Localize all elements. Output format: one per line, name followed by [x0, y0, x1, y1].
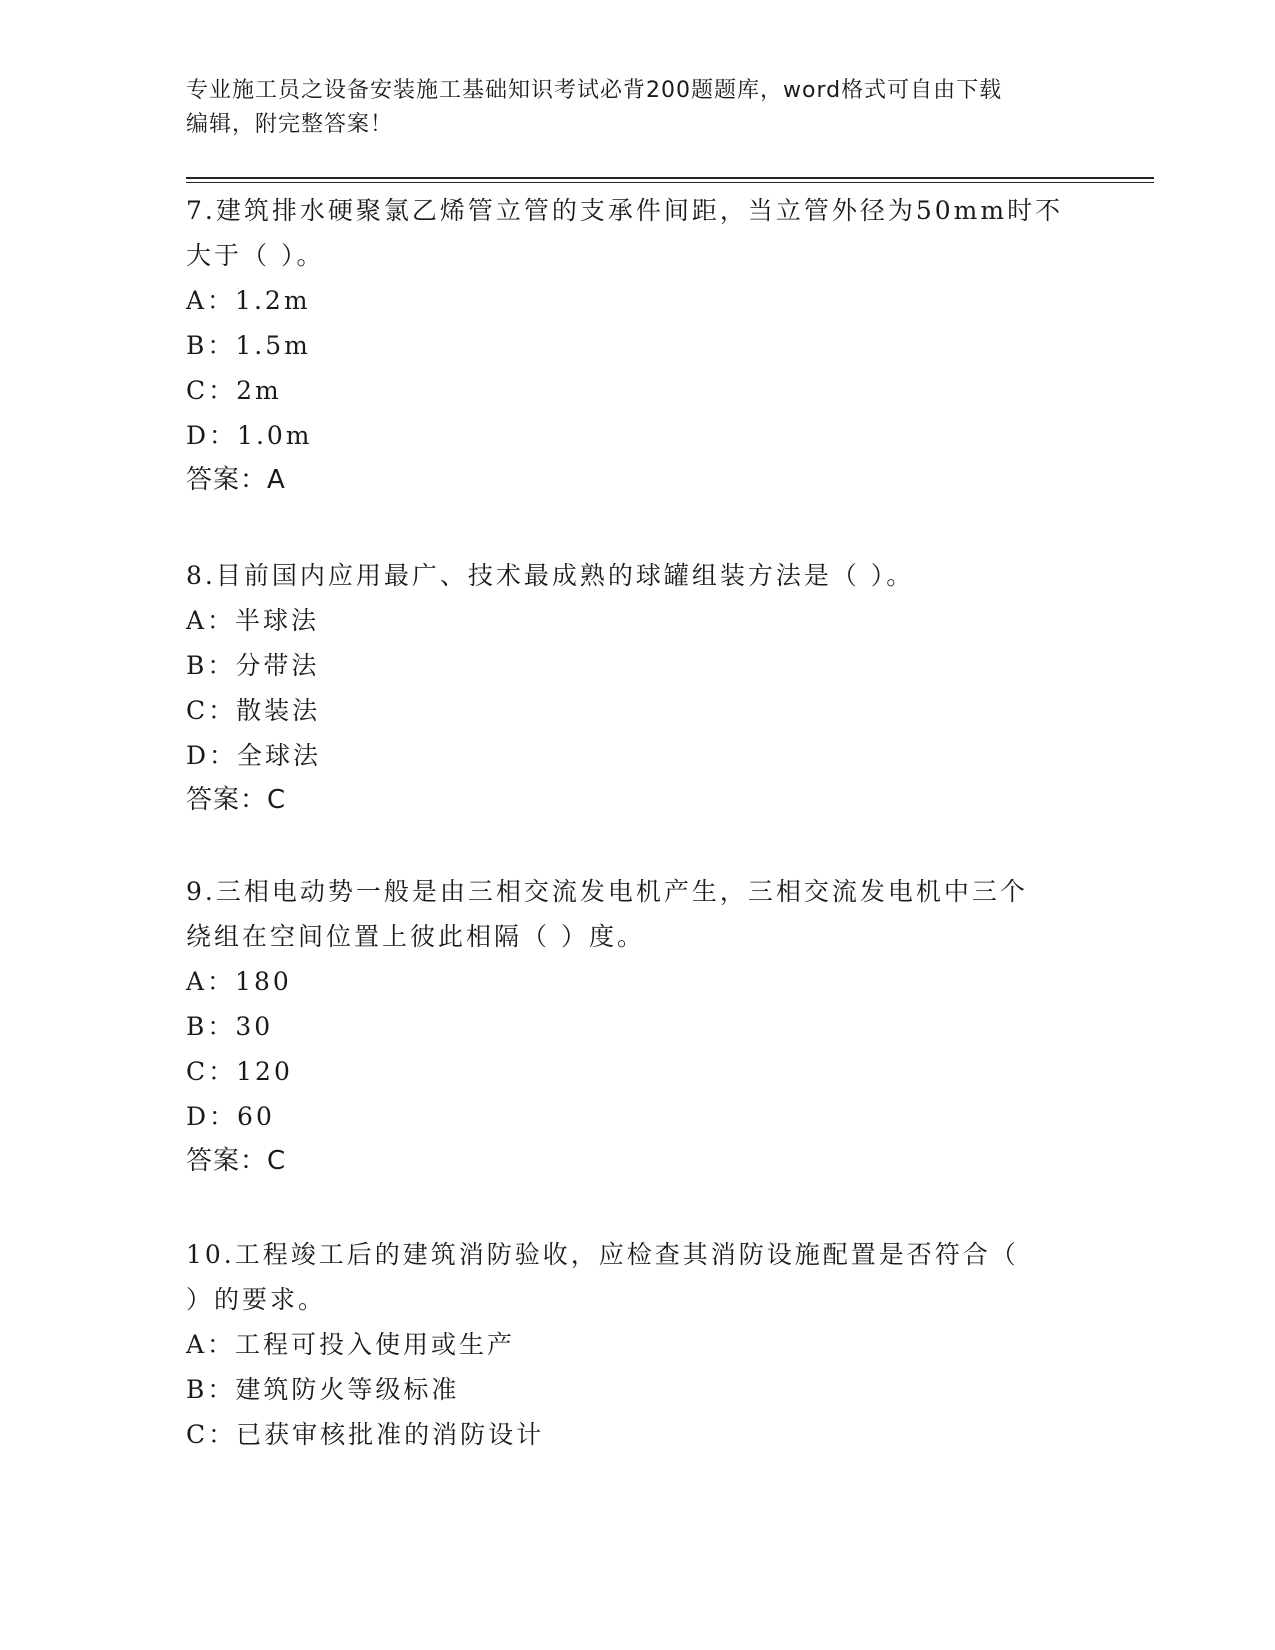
question-9	[186, 869, 1086, 1184]
option-c: C：2m	[186, 376, 282, 405]
option-c: C：已获审核批准的消防设计	[186, 1420, 545, 1449]
option-a: A：工程可投入使用或生产	[186, 1330, 516, 1359]
question-7	[186, 188, 1086, 503]
header-line-1: 专业施工员之设备安装施工基础知识考试必背200题题库，word格式可自由下载	[186, 78, 1003, 103]
option-c: C：散装法	[186, 696, 321, 725]
option-a: A：180	[186, 967, 292, 996]
document-header	[186, 74, 1086, 142]
option-c: C：120	[186, 1057, 293, 1086]
answer-line: 答案：A	[186, 465, 286, 495]
option-b: B：分带法	[186, 651, 320, 680]
option-d: D：全球法	[186, 741, 322, 770]
question-stem-line: 大于（ ）。	[186, 241, 325, 270]
question-stem-line: ）的要求。	[186, 1285, 327, 1314]
header-line-2: 编辑，附完整答案！	[186, 112, 394, 137]
option-b: B：建筑防火等级标准	[186, 1375, 460, 1404]
question-10	[186, 1232, 1086, 1457]
question-stem-line: 9.三相电动势一般是由三相交流发电机产生，三相交流发电机中三个	[186, 877, 1028, 906]
question-8	[186, 553, 1086, 823]
option-b: B：30	[186, 1012, 274, 1041]
answer-line: 答案：C	[186, 785, 287, 815]
question-stem-line: 绕组在空间位置上彼此相隔（ ）度。	[186, 922, 645, 951]
header-rule-thick	[186, 177, 1154, 179]
question-stem-line: 7.建筑排水硬聚氯乙烯管立管的支承件间距，当立管外径为50mm时不	[186, 196, 1064, 225]
option-a: A：1.2m	[186, 286, 311, 315]
question-stem-line: 10.工程竣工后的建筑消防验收，应检查其消防设施配置是否符合（	[186, 1240, 1019, 1269]
option-b: B：1.5m	[186, 331, 311, 360]
option-d: D：1.0m	[186, 421, 313, 450]
option-a: A：半球法	[186, 606, 320, 635]
header-rule-thin	[186, 182, 1154, 183]
option-d: D：60	[186, 1102, 275, 1131]
answer-line: 答案：C	[186, 1146, 287, 1176]
question-stem-line: 8.目前国内应用最广、技术最成熟的球罐组装方法是（ ）。	[186, 561, 915, 590]
